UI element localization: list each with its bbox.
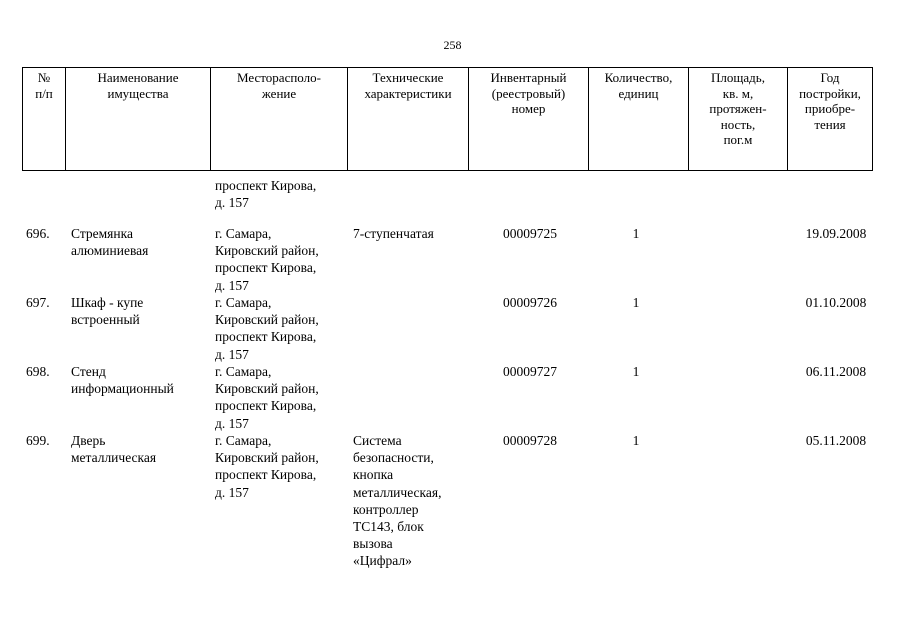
row-year: 06.11.2008 — [805, 364, 867, 379]
row-quantity: 1 — [632, 226, 640, 241]
row-year: 01.10.2008 — [805, 295, 867, 310]
row-tech: 7-ступенчатая — [353, 226, 434, 241]
row-year: 19.09.2008 — [805, 226, 867, 241]
row-number: 696. — [26, 226, 50, 241]
row-year: 05.11.2008 — [805, 433, 867, 448]
row-quantity: 1 — [632, 364, 640, 379]
row-location: г. Самара, Кировский район, проспект Кирова, д. 157 — [215, 364, 319, 431]
column-header-name: Наименование имущества — [66, 68, 211, 171]
row-number: 697. — [26, 295, 50, 310]
row-number: 699. — [26, 433, 50, 448]
row-inventory: 00009727 — [503, 364, 557, 379]
column-header-inventory: Инвентарный (реестровый) номер — [469, 68, 589, 171]
row-name: Стенд информационный — [71, 364, 174, 397]
column-header-number: № п/п — [23, 68, 66, 171]
page-number: 258 — [443, 38, 462, 52]
row-location: г. Самара, Кировский район, проспект Кирова, д. 157 — [215, 226, 319, 293]
row-inventory: 00009726 — [503, 295, 557, 310]
row-location: г. Самара, Кировский район, проспект Кирова, д. 157 — [215, 433, 319, 500]
continuation-location: проспект Кирова, д. 157 — [215, 178, 317, 211]
row-name: Дверь металлическая — [71, 433, 157, 466]
column-header-quantity: Количество, единиц — [589, 68, 689, 171]
row-name: Стремянка алюминиевая — [71, 226, 149, 259]
row-name: Шкаф - купе встроенный — [71, 295, 144, 328]
column-header-location: Месторасполо- жение — [211, 68, 348, 171]
row-inventory: 00009728 — [503, 433, 557, 448]
row-tech: Система безопасности, кнопка металлическая, контроллер ТС143, блок вызова «Цифрал» — [353, 433, 442, 569]
row-location: г. Самара, Кировский район, проспект Кирова, д. 157 — [215, 295, 319, 362]
row-inventory: 00009725 — [503, 226, 557, 241]
column-header-tech: Технические характеристики — [348, 68, 469, 171]
row-quantity: 1 — [632, 433, 640, 448]
row-number: 698. — [26, 364, 50, 379]
column-header-area: Площадь, кв. м, протяжен- ность, пог.м — [689, 68, 788, 171]
row-quantity: 1 — [632, 295, 640, 310]
column-header-year: Год постройки, приобре- тения — [788, 68, 873, 171]
